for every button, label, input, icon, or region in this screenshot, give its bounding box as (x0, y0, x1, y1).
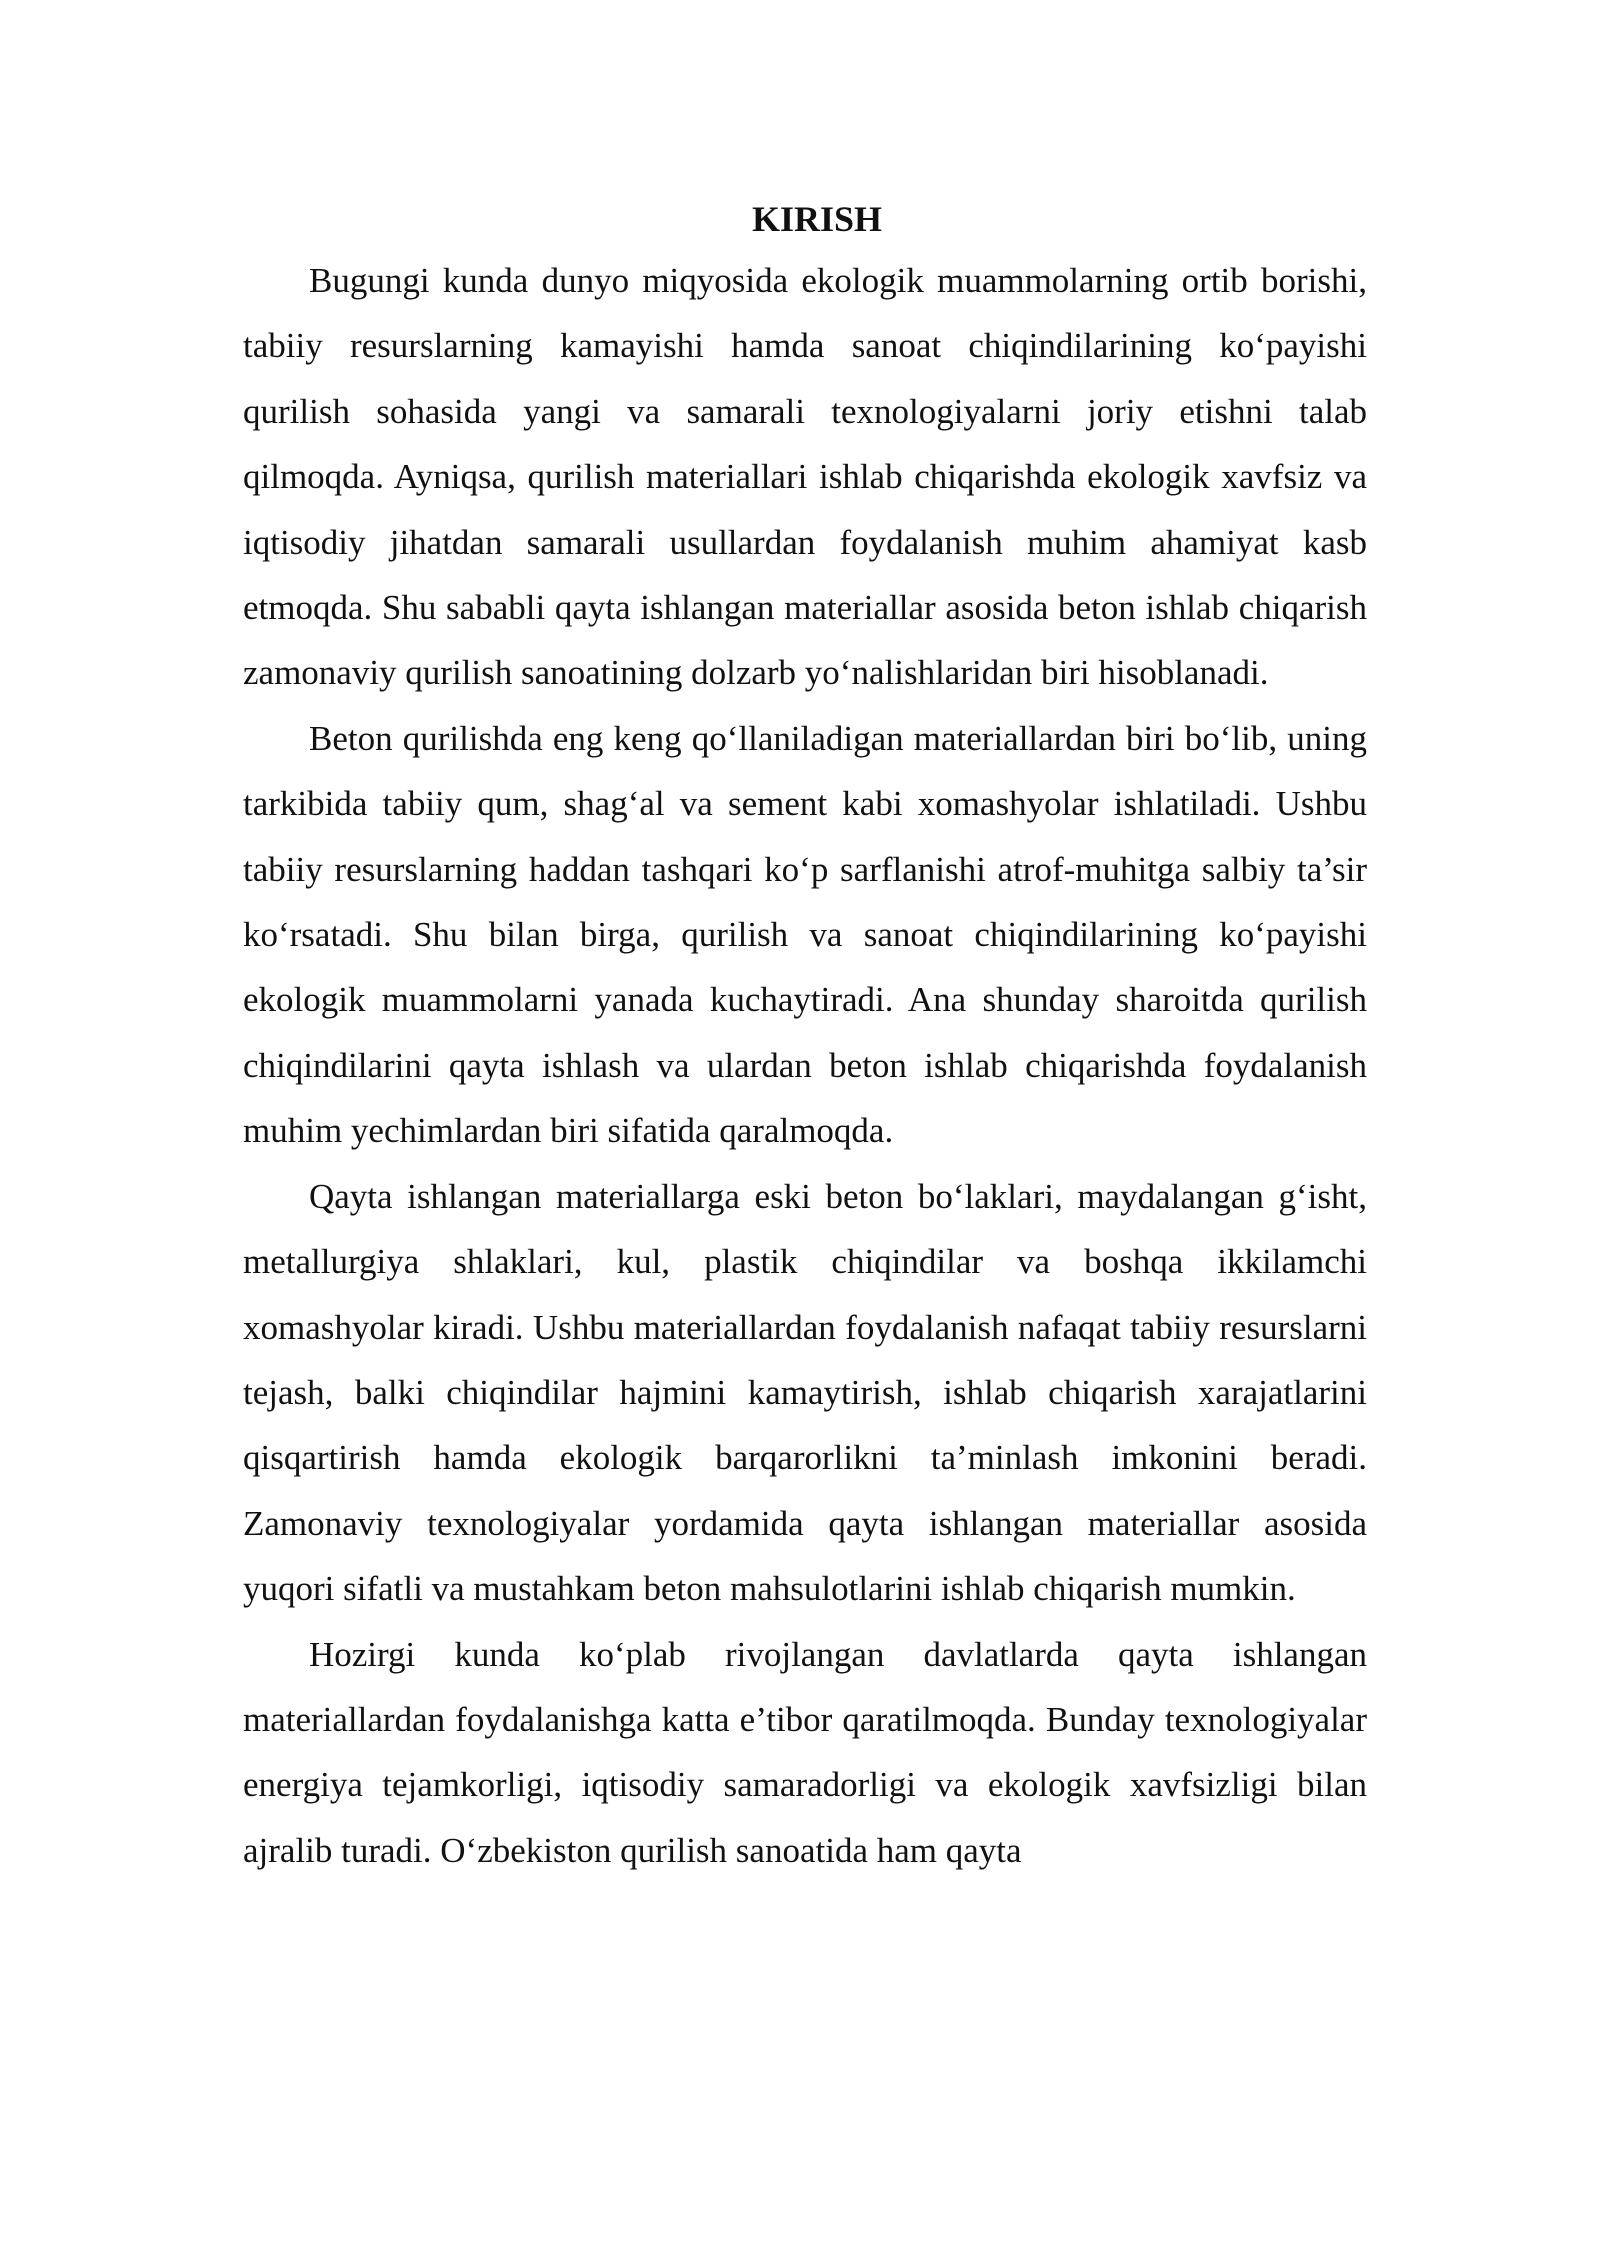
paragraph-1: Bugungi kunda dunyo miqyosida ekologik muammolarning ortib borishi, tabiiy resurslarning kamayishi hamda sanoat chiqindilarining ko‘payishi qurilish sohasida yangi va samarali texnologiyalarni joriy etishni talab qilmoqda. Ayniqsa, qurilish materiallari ishlab chiqarishda ekologik xavfsiz va iqtisodiy jihatdan samarali usullardan foydalanish muhim ahamiyat kasb etmoqda. Shu sababli qayta ishlangan materiallar asosida beton ishlab chiqarish zamonaviy qurilish sanoatining dolzarb yo‘nalishlaridan biri hisoblanadi. (243, 261, 1367, 693)
page-title: KIRISH (751, 199, 883, 239)
document-body (243, 190, 1367, 1883)
paragraph-2: Beton qurilishda eng keng qo‘llaniladigan materiallardan biri bo‘lib, uning tarkibida tabiiy qum, shag‘al va sement kabi xomashyolar ishlatiladi. Ushbu tabiiy resurslarning haddan tashqari ko‘p sarflanishi atrof-muhitga salbiy ta’sir ko‘rsatadi. Shu bilan birga, qurilish va sanoat chiqindilarining ko‘payishi ekologik muammolarni yanada kuchaytiradi. Ana shunday sharoitda qurilish chiqindilarini qayta ishlash va ulardan beton ishlab chiqarishda foydalanish muhim yechimlardan biri sifatida qaralmoqda. (243, 718, 1367, 1151)
paragraph-4: Hozirgi kunda ko‘plab rivojlangan davlatlarda qayta ishlangan materiallardan foydalanishga katta e’tibor qaratilmoqda. Bunday texnologiyalar energiya tejamkorligi, iqtisodiy samaradorligi va ekologik xavfsizligi bilan ajralib turadi. O‘zbekiston qurilish sanoatida ham qayta (243, 1634, 1367, 1870)
paragraph-3: Qayta ishlangan materiallarga eski beton bo‘laklari, maydalangan g‘isht, metallurgiya shlaklari, kul, plastik chiqindilar va boshqa ikkilamchi xomashyolar kiradi. Ushbu materiallardan foydalanish nafaqat tabiiy resurslarni tejash, balki chiqindilar hajmini kamaytirish, ishlab chiqarish xarajatlarini qisqartirish hamda ekologik barqarorlikni ta’minlash imkonini beradi. Zamonaviy texnologiyalar yordamida qayta ishlangan materiallar asosida yuqori sifatli va mustahkam beton mahsulotlarini ishlab chiqarish mumkin. (243, 1176, 1367, 1609)
